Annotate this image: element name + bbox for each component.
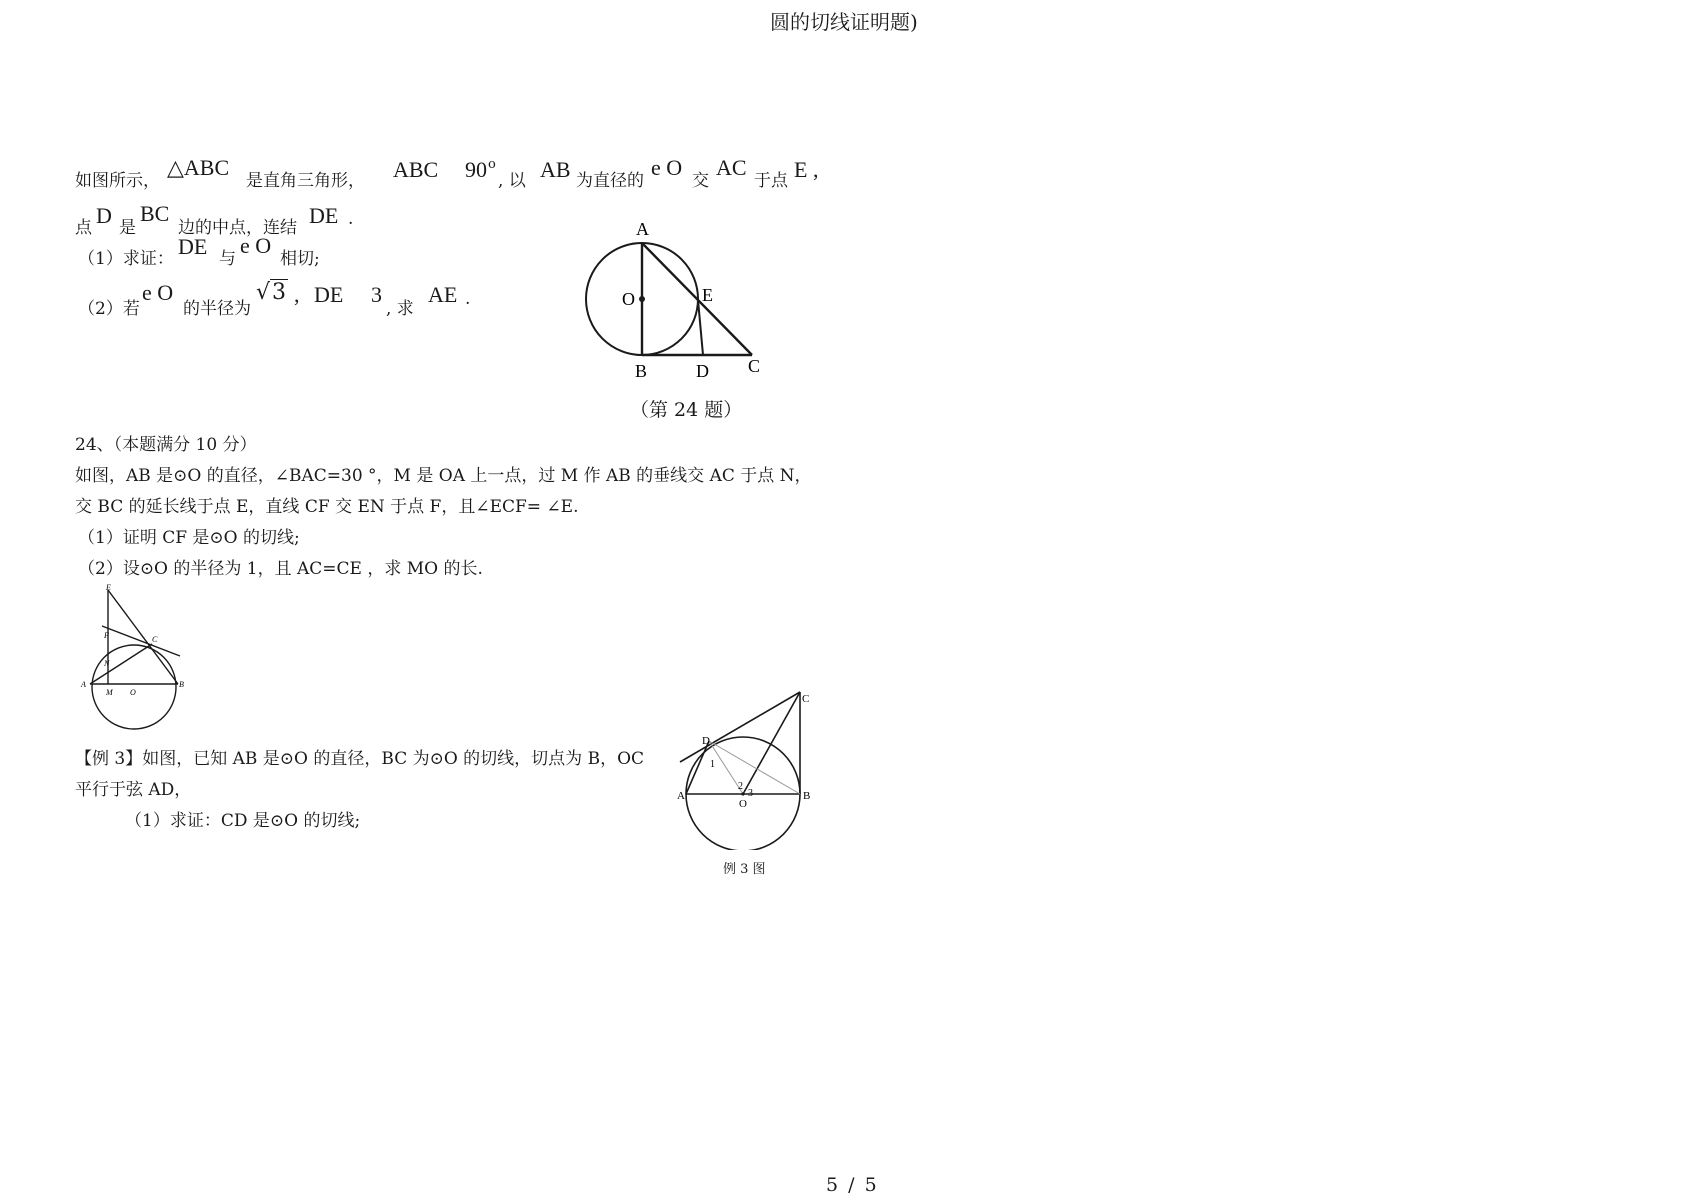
example3-figure bbox=[675, 685, 825, 850]
p1-math: △ABC bbox=[167, 155, 230, 180]
degree-sign: o bbox=[488, 157, 496, 172]
example3-line1: 【例 3】如图，已知 AB 是⊙O 的直径，BC 为⊙O 的切线，切点为 B，OC bbox=[75, 749, 645, 769]
example3-line2: 平行于弦 AD， bbox=[75, 780, 192, 800]
p1-text: 是直角三角形， bbox=[246, 171, 365, 191]
p1-text: 为直径的 bbox=[576, 171, 644, 191]
p1-text: 是 bbox=[119, 218, 136, 238]
label-m: M bbox=[106, 688, 113, 697]
problem2-line1: 如图，AB 是⊙O 的直径，∠BAC=30 °，M 是 OA 上一点，过 M 作 AB 的垂线交 AC 于点 N， bbox=[75, 466, 812, 486]
p1-math: AB bbox=[540, 157, 571, 182]
label-c: C bbox=[748, 356, 761, 376]
label-d: D bbox=[696, 361, 709, 381]
label-o: O bbox=[739, 798, 747, 810]
p1-text: （1）求证： bbox=[78, 249, 174, 269]
label-c: C bbox=[152, 635, 158, 644]
label-b: B bbox=[635, 361, 648, 381]
p1-math: E , bbox=[794, 157, 819, 182]
center-dot bbox=[639, 296, 645, 302]
line-oc bbox=[743, 692, 800, 794]
p1-text: , 求 bbox=[386, 299, 414, 319]
label-f: F bbox=[104, 631, 109, 640]
p1-text: . bbox=[348, 209, 354, 229]
label-2: 2 bbox=[738, 781, 743, 792]
sqrt-three bbox=[256, 280, 288, 305]
label-b: B bbox=[179, 680, 184, 689]
page-number: 5 / 5 bbox=[826, 1174, 879, 1196]
line-eb bbox=[108, 590, 178, 684]
problem2-line2: 交 BC 的延长线于点 E，直线 CF 交 EN 于点 F，且∠ECF= ∠E. bbox=[75, 497, 579, 517]
label-b: B bbox=[803, 790, 811, 802]
radical-sign: √ bbox=[256, 280, 271, 305]
label-c: C bbox=[802, 693, 810, 705]
p1-text: 于点 bbox=[754, 171, 788, 191]
label-e: E bbox=[106, 583, 111, 592]
label-3: 3 bbox=[748, 788, 753, 799]
p1-math: AE bbox=[428, 282, 458, 307]
p1-text: , 以 bbox=[498, 171, 526, 191]
p1-text: 的半径为 bbox=[183, 299, 251, 319]
problem2-title: 24、（本题满分 10 分） bbox=[75, 435, 257, 455]
radicand: 3 bbox=[272, 280, 287, 305]
label-d: D bbox=[702, 735, 710, 747]
p1-math: D bbox=[96, 203, 112, 228]
p1-math: DE bbox=[314, 282, 344, 307]
p1-text: （2）若 bbox=[78, 299, 140, 319]
p1-math: ABC bbox=[393, 157, 439, 182]
circle-o-symbol: e O bbox=[240, 233, 272, 258]
label-o: O bbox=[622, 289, 635, 309]
problem2-question2: （2）设⊙O 的半径为 1，且 AC=CE ，求 MO 的长. bbox=[78, 559, 483, 579]
p1-math: AC bbox=[716, 155, 747, 180]
p1-text: 如图所示， bbox=[75, 171, 160, 191]
p1-text: , bbox=[294, 282, 300, 307]
chord-ad bbox=[686, 741, 709, 794]
label-a: A bbox=[677, 790, 685, 802]
line-db bbox=[709, 741, 800, 794]
p1-math: DE bbox=[178, 234, 208, 259]
problem2-question1: （1）证明 CF 是⊙O 的切线; bbox=[78, 528, 300, 548]
center-dot bbox=[741, 792, 744, 795]
problem2-figure bbox=[78, 582, 190, 732]
label-n: N bbox=[104, 659, 110, 668]
label-1: 1 bbox=[710, 759, 715, 770]
p1-math: BC bbox=[140, 201, 170, 226]
problem1-figure bbox=[570, 215, 770, 385]
p1-text: . bbox=[465, 289, 471, 309]
example3-question1: （1）求证：CD 是⊙O 的切线; bbox=[125, 811, 361, 831]
p1-text: 点 bbox=[75, 218, 92, 238]
label-a: A bbox=[81, 680, 86, 689]
circle-o bbox=[92, 645, 176, 729]
p1-math: 90 bbox=[465, 157, 487, 182]
label-e: E bbox=[702, 285, 713, 305]
page-header-title: 圆的切线证明题) bbox=[770, 10, 918, 34]
label-a: A bbox=[636, 219, 649, 239]
circle-o-symbol: e O bbox=[651, 155, 683, 180]
segment-de bbox=[698, 300, 703, 355]
p1-text: 交 bbox=[692, 171, 709, 191]
p1-math: DE bbox=[309, 203, 339, 228]
example3-caption: 例 3 图 bbox=[723, 862, 766, 877]
p1-math: 3 bbox=[371, 282, 382, 307]
hypotenuse-ac bbox=[642, 243, 752, 355]
label-o: O bbox=[130, 688, 136, 697]
p1-text: 与 bbox=[219, 249, 236, 269]
circle-o-symbol: e O bbox=[142, 280, 174, 305]
p1-text: 边的中点，连结 bbox=[178, 218, 297, 238]
p1-text: 相切; bbox=[280, 249, 320, 269]
figure-caption: （第 24 题） bbox=[630, 399, 743, 421]
